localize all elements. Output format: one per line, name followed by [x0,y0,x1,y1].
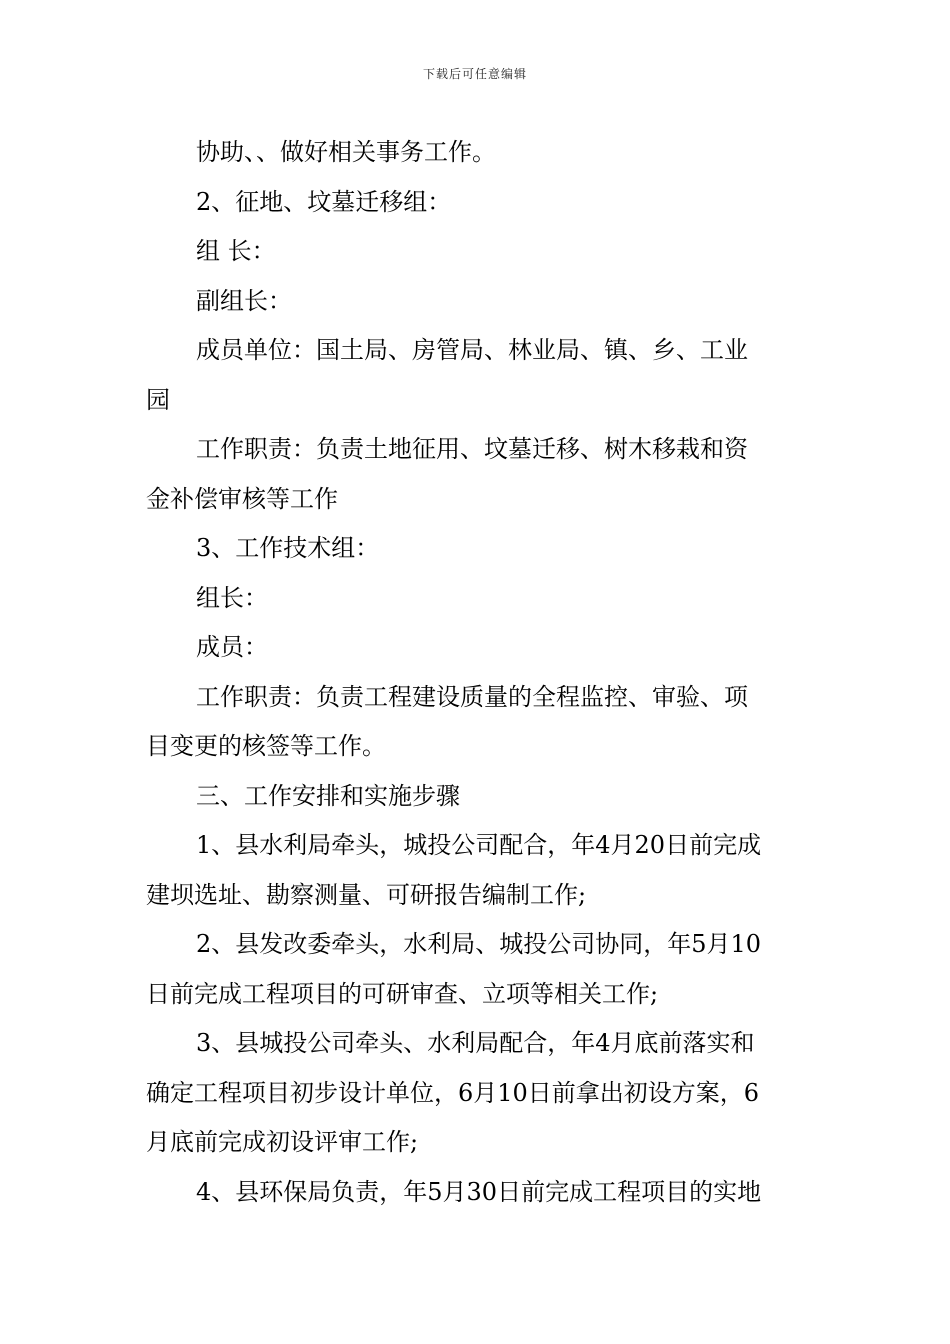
paragraph-line: 协助、、做好相关事务工作。 [196,138,496,166]
paragraph-line: 工作职责：负责工程建设质量的全程监控、审验、项 [196,682,748,711]
paragraph-line: 副组长： [196,286,292,315]
document-body [146,128,806,1217]
paragraph-line: 3、县城投公司牵头、水利局配合，年4月底前落实和 [196,1029,755,1057]
paragraph-continuation: 目变更的核签等工作。 [146,732,386,760]
paragraph-line: 2、县发改委牵头，水利局、城投公司协同，年5月10 [196,930,762,958]
paragraph-line: 2、征地、坟墓迁移组： [196,187,452,216]
paragraph-line: 3、工作技术组： [196,534,380,562]
paragraph-line: 组 长： [196,237,276,265]
paragraph-continuation: 日前完成工程项目的可研审查、立项等相关工作; [146,979,659,1008]
paragraph-line: 成员单位：国土局、房管局、林业局、镇、乡、工业 [196,336,748,364]
paragraph-line: 工作职责：负责土地征用、坟墓迁移、树木移栽和资 [196,435,748,463]
paragraph-continuation: 金补偿审核等工作 [146,484,338,513]
header-note: 下载后可任意编辑 [422,67,527,81]
paragraph-line: 成员： [196,633,268,661]
paragraph-line: 4、县环保局负责，年5月30日前完成工程项目的实地 [196,1177,762,1206]
section-heading: 三、工作安排和实施步骤 [196,781,460,810]
paragraph-continuation: 建坝选址、勘察测量、可研报告编制工作; [146,880,587,909]
paragraph-continuation: 月底前完成初设评审工作; [146,1128,419,1156]
paragraph-line: 1、县水利局牵头，城投公司配合，年4月20日前完成 [196,831,762,859]
paragraph-line: 组长： [196,583,268,612]
paragraph-continuation: 园 [146,385,170,414]
paragraph-continuation: 确定工程项目初步设计单位，6月10日前拿出初设方案，6 [146,1078,760,1107]
